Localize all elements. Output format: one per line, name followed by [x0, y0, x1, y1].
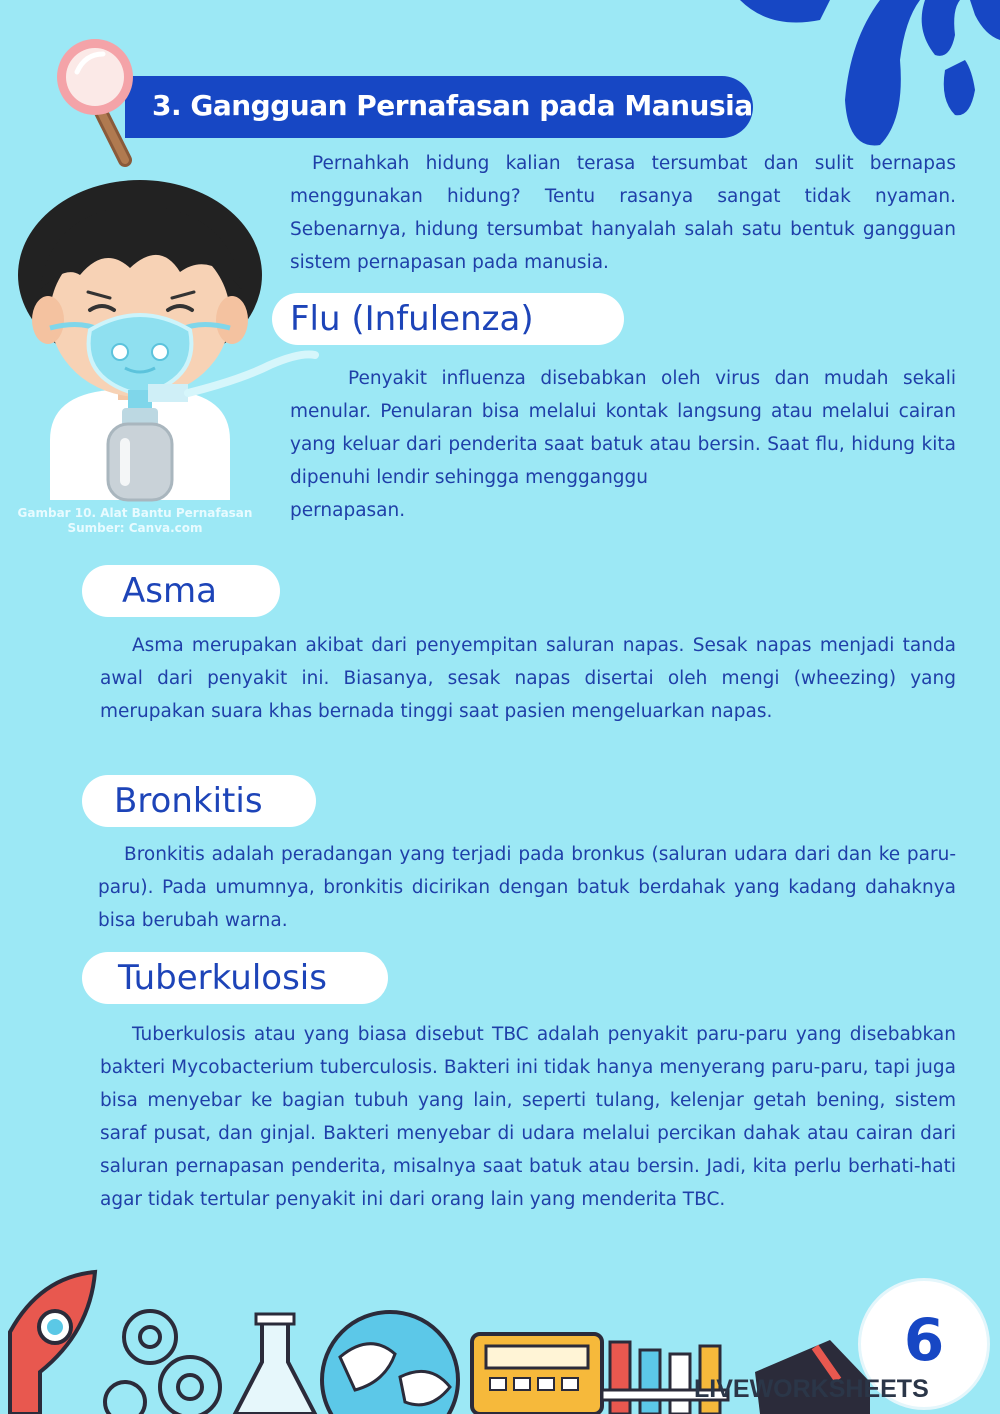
figure-caption-source: Sumber: Canva.com: [67, 521, 203, 535]
section-heading-bronkitis: Bronkitis: [82, 775, 316, 827]
figure-caption-title: Gambar 10. Alat Bantu Pernafasan: [17, 506, 253, 520]
page-number: 6: [903, 1306, 945, 1374]
section-heading-tuberkulosis: Tuberkulosis: [82, 952, 388, 1004]
liveworksheets-watermark: LIVEWORKSHEETS: [694, 1375, 929, 1403]
section-heading-asma: Asma: [82, 565, 280, 617]
magnifier-icon: [55, 32, 145, 172]
section-body-bronkitis: Bronkitis adalah peradangan yang terjadi pada bronkus (saluran udara dari dan ke paru-paru). Pada umumnya, bronkitis dicirikan dengan batuk berdahak yang kadang dahaknya bisa berubah warna.: [98, 844, 956, 931]
intro-paragraph: Pernahkah hidung kalian terasa tersumbat dan sulit bernapas menggunakan hidung? Tentu rasanya sangat tidak nyaman. Sebenarnya, hidung tersumbat hanyalah salah satu bentuk gangguan sistem pernapasan pada manusia.: [290, 153, 956, 273]
section-body-flu: [290, 362, 956, 527]
figure-caption: [10, 506, 260, 536]
decorative-brush-strokes: [730, 0, 1000, 160]
globe-icon: [322, 1312, 458, 1414]
gears-icon: [105, 1311, 220, 1414]
section-heading-flu: Flu (Infulenza): [272, 293, 624, 345]
calculator-icon: [472, 1334, 602, 1414]
section-body-tuberkulosis: Tuberkulosis atau yang biasa disebut TBC adalah penyakit paru-paru yang disebabkan bakteri Mycobacterium tuberculosis. Bakteri ini tidak hanya menyerang paru-paru, tapi juga bisa menyebar ke bagian tubuh yang lain, seperti tulang, kelenjar getah bening, sistem saraf pusat, dan ginjal. Bakteri menyebar di udara melalui percikan dahak atau cairan dari saluran pernapasan penderita, misalnya saat batuk atau bersin. Jadi, kita perlu berhati-hati agar tidak tertular penyakit ini dari orang lain yang menderita TBC.: [100, 1024, 956, 1210]
flask-icon: [235, 1314, 315, 1414]
flu-paragraph: Penyakit influenza disebabkan oleh virus dan mudah sekali menular. Penularan bisa melalui kontak langsung atau melalui cairan yang keluar dari penderita saat batuk atau bersin. Saat flu, hidung kita dipenuhi lendir sehingga mengganggu: [290, 368, 956, 488]
page-title: 3. Gangguan Pernafasan pada Manusia: [152, 89, 753, 122]
flu-paragraph-end: pernapasan.: [290, 500, 406, 521]
section-body-asma: Asma merupakan akibat dari penyempitan saluran napas. Sesak napas menjadi tanda awal dari penyakit ini. Biasanya, sesak napas disertai oleh mengi (wheezing) yang merupakan suara khas bernada tinggi saat pasien mengeluarkan napas.: [100, 635, 956, 722]
boy-with-oxygen-mask-illustration: [10, 180, 320, 505]
rocket-icon: [10, 1272, 95, 1414]
